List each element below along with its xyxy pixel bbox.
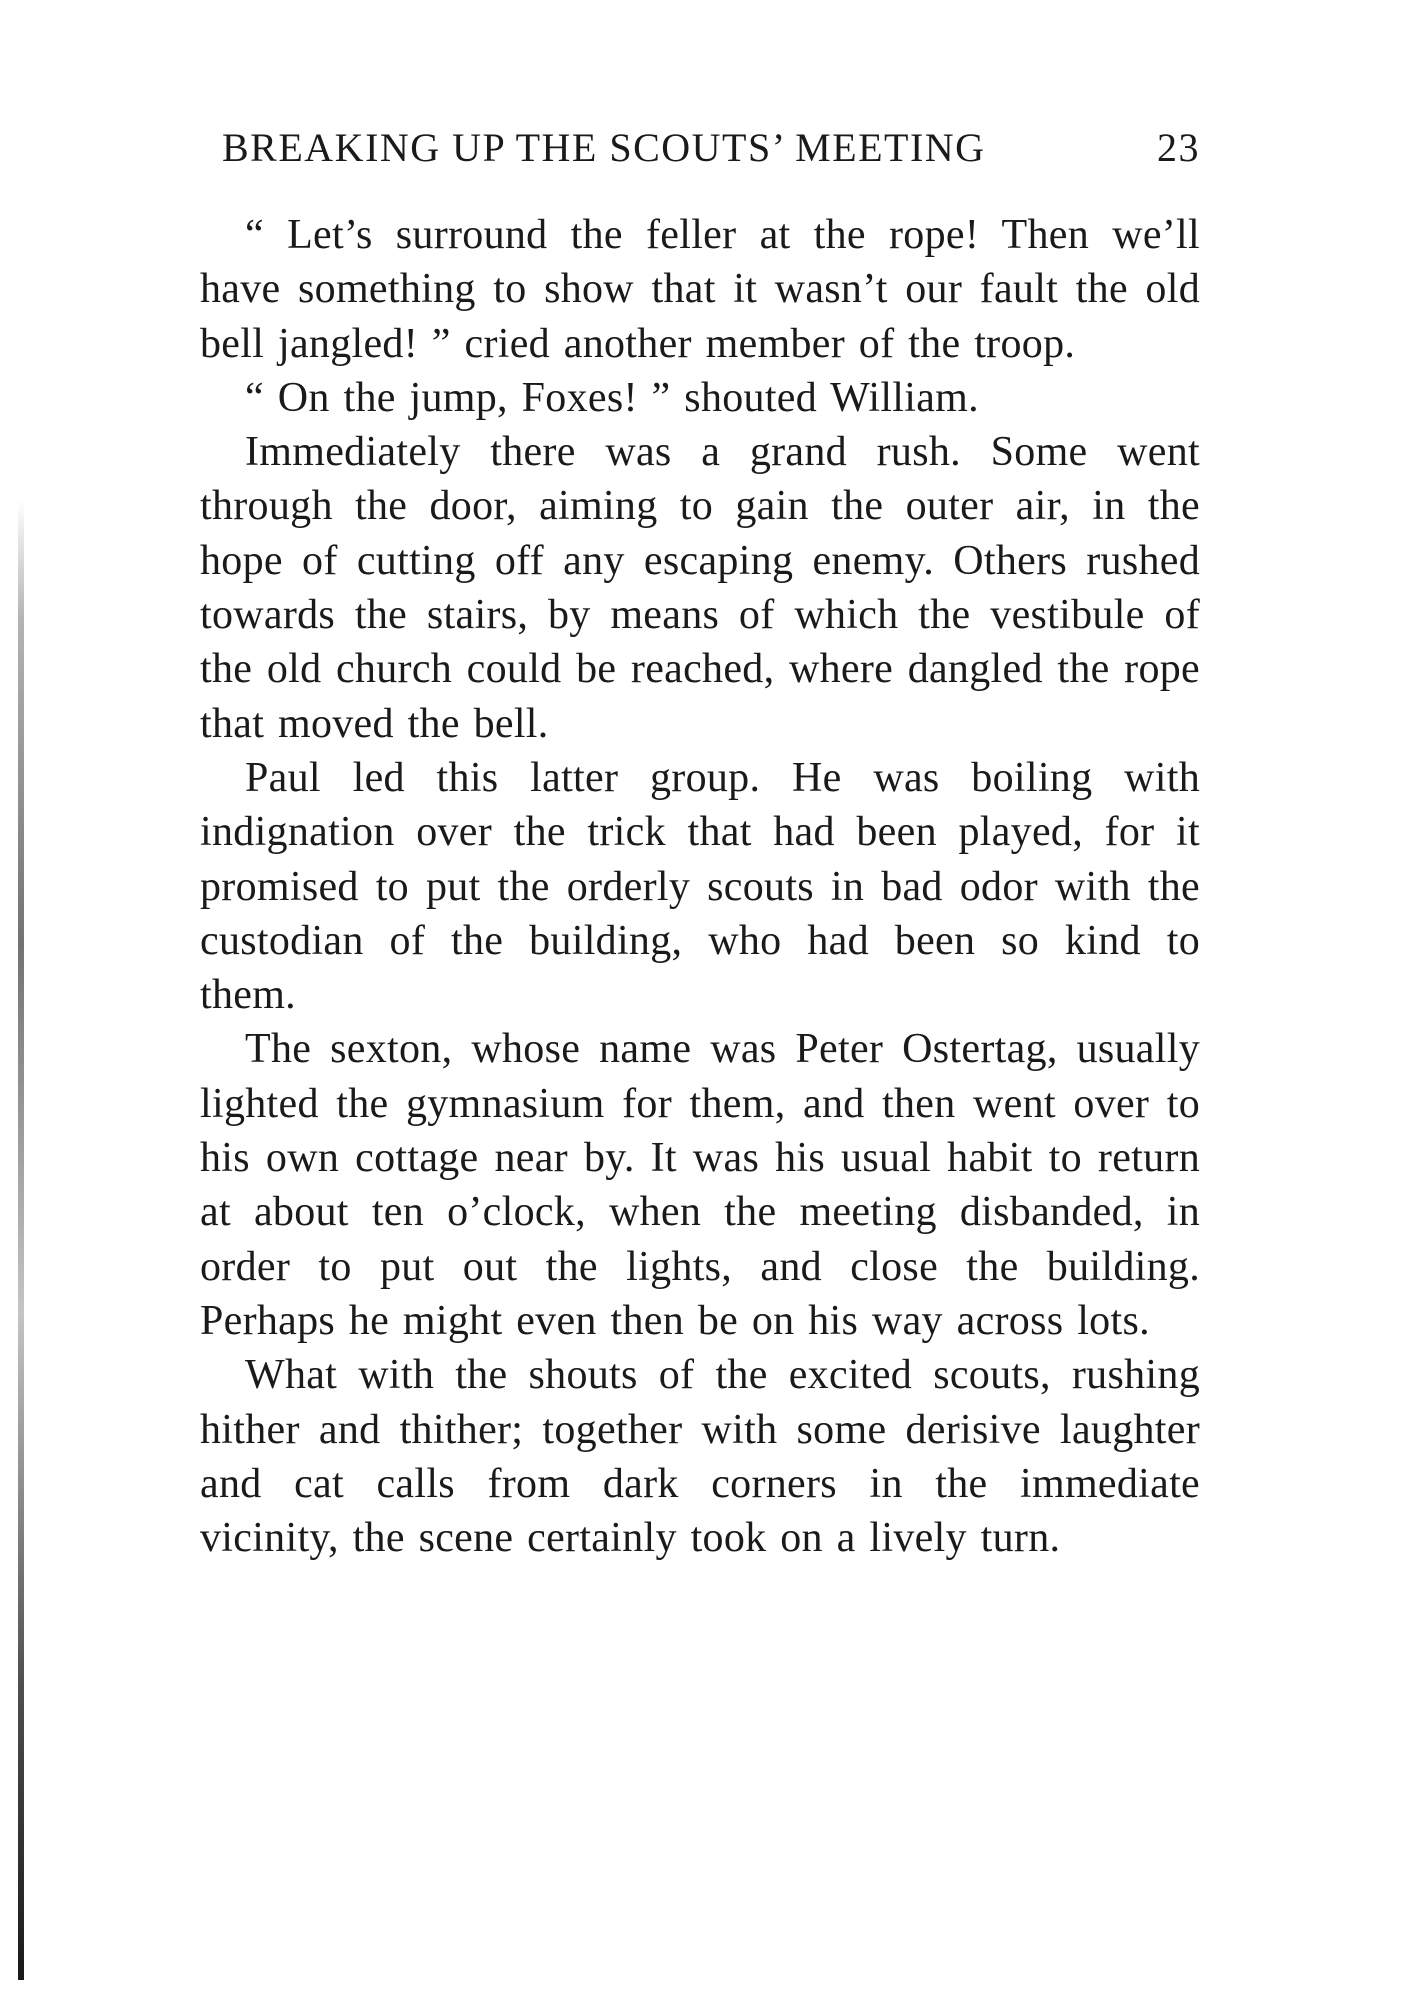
running-title: BREAKING UP THE SCOUTS’ MEETING (222, 125, 986, 170)
paragraph: “ Let’s surround the feller at the rope! Then we’ll have something to show that it wasn’t our fault the old bell jangled! ” cried another member of the troop. (200, 212, 1200, 367)
page-number: 23 (1157, 125, 1200, 170)
body-text (200, 208, 1200, 1565)
paragraph: Immediately there was a grand rush. Some went through the door, aiming to gain the outer air, in the hope of cutting off any escaping enemy. Others rushed towards the stairs, by means of which the vestibule of the old church could be reached, where dangled the rope that moved the bell. (200, 429, 1200, 747)
page-header (222, 124, 1200, 184)
paragraph: The sexton, whose name was Peter Ostertag, usually lighted the gymnasium for them, and then went over to his own cottage near by. It was his usual habit to return at about ten o’clock, when the meeting disbanded, in order to put out the lights, and close the building. Perhaps he might even then be on his way across lots. (200, 1026, 1200, 1344)
paragraph: “ On the jump, Foxes! ” shouted William. (245, 374, 979, 421)
binding-shadow (18, 500, 24, 1980)
paragraph: What with the shouts of the excited scouts, rushing hither and thither; together with some derisive laughter and cat calls from dark corners in the immediate vicinity, the scene certainly took on a lively turn. (200, 1352, 1200, 1562)
paragraph: Paul led this latter group. He was boiling with indignation over the trick that had been played, for it promised to put the orderly scouts in bad odor with the custodian of the building, who had been so kind to them. (200, 754, 1200, 1019)
